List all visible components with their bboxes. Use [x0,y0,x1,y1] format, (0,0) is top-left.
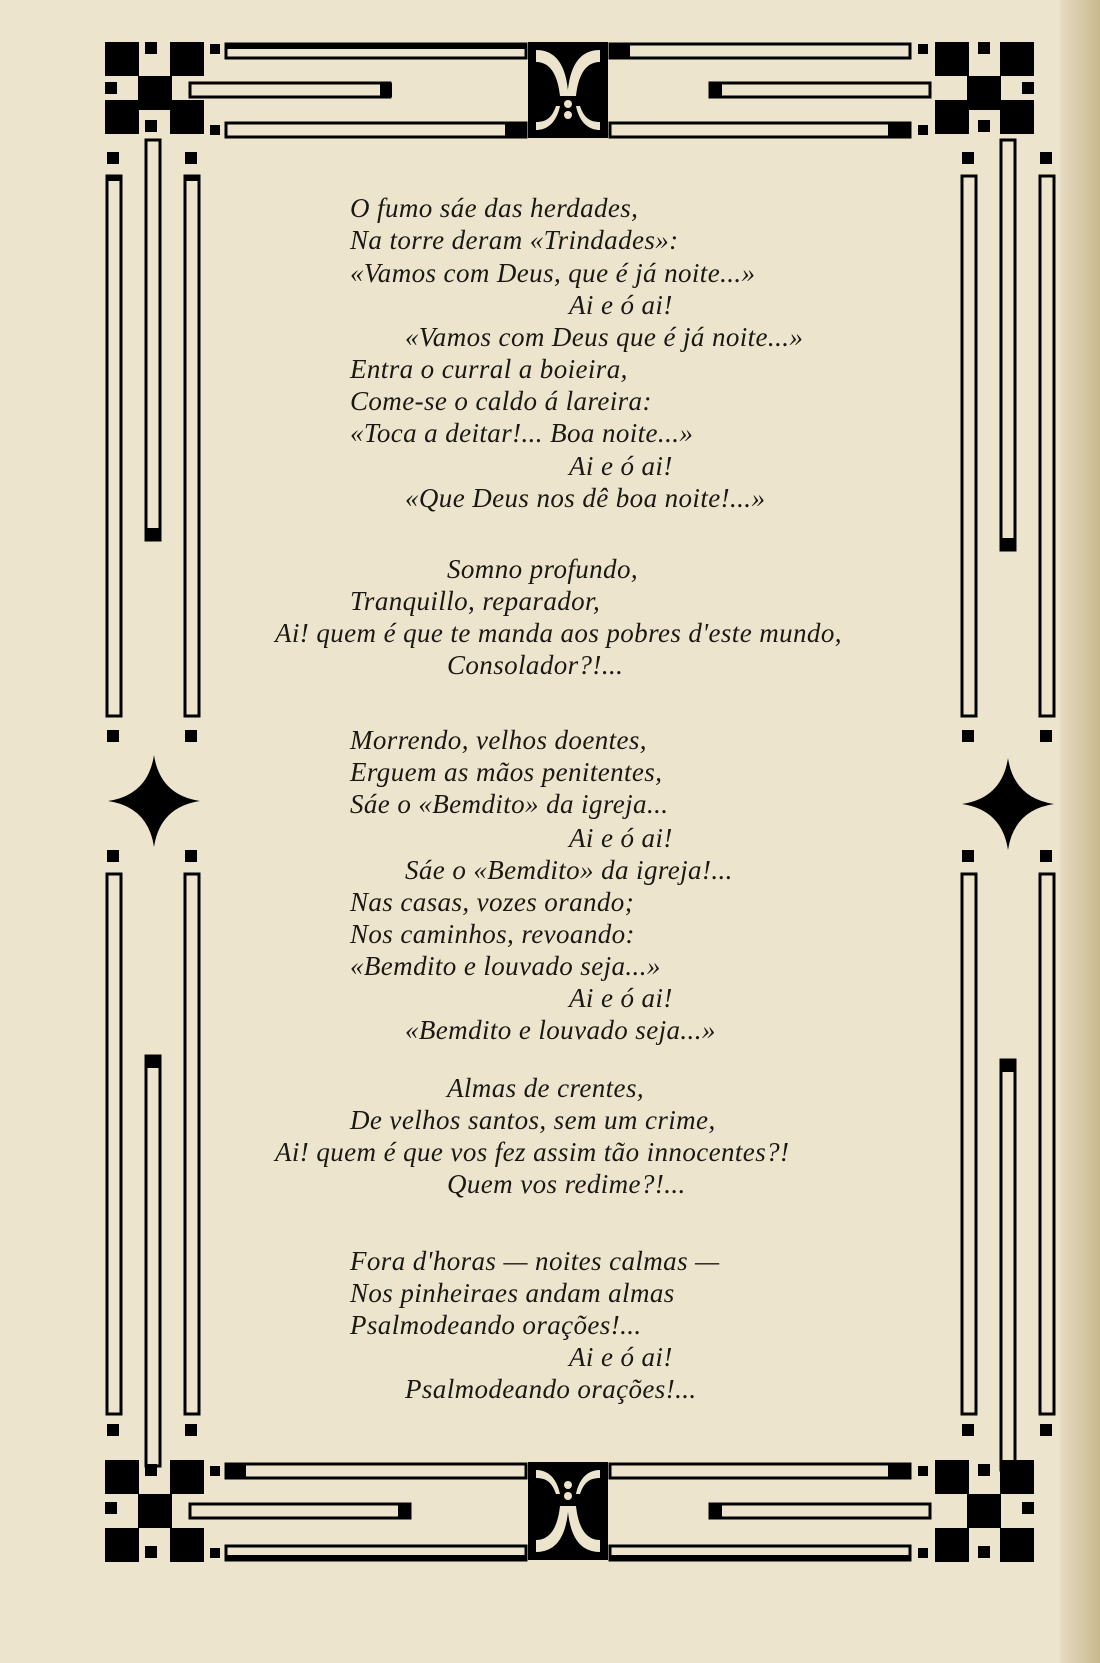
poem-refrain: Ai e ó ai! [569,1342,673,1372]
poem-line: Sáe o «Bemdito» da igreja!... [405,855,733,885]
poem-line: De velhos santos, sem um crime, [350,1105,716,1135]
poem-line: Consolador?!... [447,650,624,680]
poem-line: Somno profundo, [447,554,639,584]
poem-line: «Bemdito e louvado seja...» [350,951,661,981]
poem-line: «Vamos com Deus, que é já noite...» [350,258,756,288]
poem-line: Almas de crentes, [447,1073,644,1103]
poem-line: Come-se o caldo á lareira: [350,386,652,416]
poem-line: Tranquillo, reparador, [350,586,601,616]
poem-line: Na torre deram «Trindades»: [350,225,679,255]
poem-line: Morrendo, velhos doentes, [350,725,647,755]
poem-line: Erguem as mãos penitentes, [350,757,663,787]
poem-line: Psalmodeando orações!... [350,1310,642,1340]
poem-line: «Vamos com Deus que é já noite...» [405,322,804,352]
poem-line: Ai! quem é que vos fez assim tão innocentes?! [275,1137,790,1167]
poem-line: Fora d'horas — noites calmas — [350,1246,720,1276]
poem-line: Nos pinheiraes andam almas [350,1278,675,1308]
poem-line: Quem vos redime?!... [447,1169,686,1199]
poem-line: «Que Deus nos dê boa noite!...» [405,483,766,513]
poem-refrain: Ai e ó ai! [569,823,673,853]
poem-refrain: Ai e ó ai! [569,451,673,481]
poem-refrain: Ai e ó ai! [569,983,673,1013]
poem-line: «Bemdito e louvado seja...» [405,1015,716,1045]
poem-refrain: Ai e ó ai! [569,290,673,320]
poem-line: O fumo sáe das herdades, [350,193,639,223]
poem-line: Psalmodeando orações!... [405,1374,697,1404]
poem-line: Ai! quem é que te manda aos pobres d'este mundo, [275,618,842,648]
poem-line: «Toca a deitar!... Boa noite...» [350,418,694,448]
poem-line: Entra o curral a boieira, [350,354,628,384]
poem-line: Sáe o «Bemdito» da igreja... [350,789,669,819]
poem-line: Nos caminhos, revoando: [350,919,635,949]
poem-line: Nas casas, vozes orando; [350,887,635,917]
